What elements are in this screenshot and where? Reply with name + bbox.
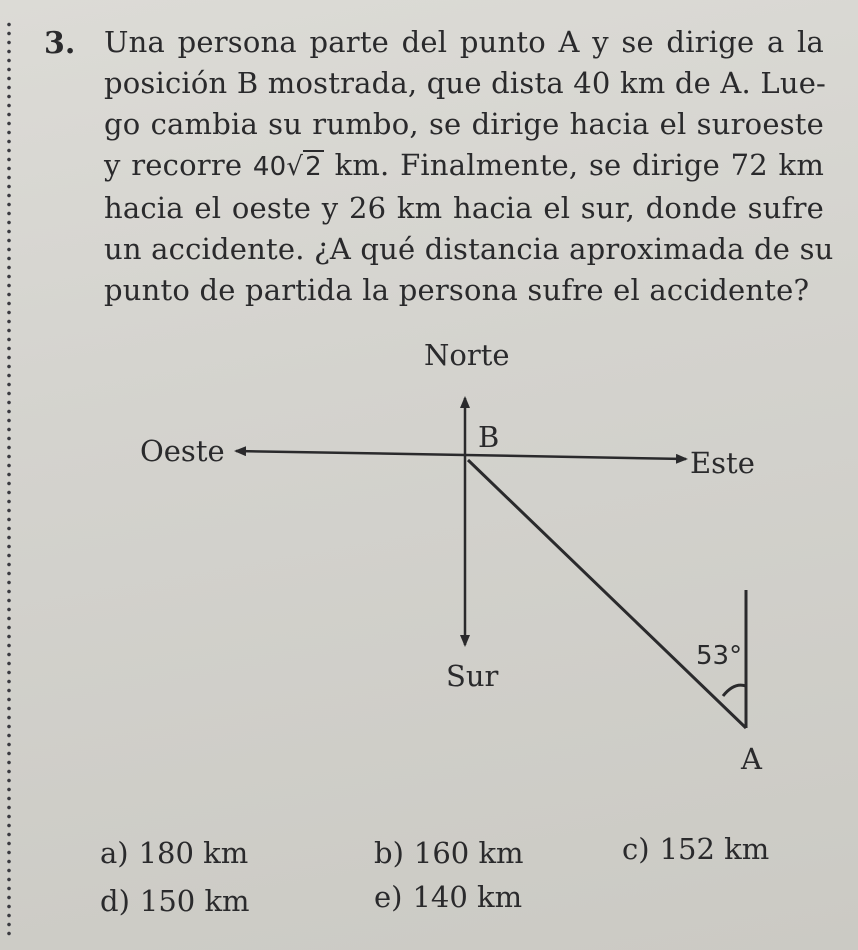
option-b[interactable]	[374, 836, 524, 870]
option-a[interactable]	[100, 836, 248, 870]
east-label: Este	[690, 446, 755, 480]
west-arrow	[236, 451, 465, 455]
question-line-5: hacia el oeste y 26 km hacia el sur, donde sufre	[104, 191, 824, 225]
option-d-letter: d)	[100, 884, 130, 918]
angle-label: 53°	[696, 641, 743, 671]
path-b-to-a	[468, 460, 746, 728]
question-number: 3.	[44, 26, 76, 61]
option-d-value: 150 km	[139, 884, 250, 918]
south-label: Sur	[446, 659, 499, 693]
question-line-1: Una persona parte del punto A y se dirige a la	[104, 25, 824, 59]
east-arrow	[465, 455, 686, 459]
point-a-label: A	[741, 742, 762, 776]
option-a-letter: a)	[100, 836, 129, 870]
option-c-value: 152 km	[659, 832, 770, 866]
option-e-letter: e)	[374, 880, 403, 914]
line-4-suffix: km. Finalmente, se dirige 72 km	[334, 148, 825, 182]
option-d[interactable]	[100, 884, 250, 918]
north-label: Norte	[424, 338, 510, 372]
option-c-letter: c)	[622, 832, 650, 866]
option-e-value: 140 km	[412, 880, 523, 914]
option-a-value: 180 km	[138, 836, 249, 870]
point-b-label: B	[478, 420, 500, 454]
sqrt-expression: 40√2	[252, 152, 322, 182]
question-line-3: go cambia su rumbo, se dirige hacia el suroeste	[104, 107, 824, 141]
question-line-7: punto de partida la persona sufre el accidente?	[104, 273, 810, 307]
question-line-6: un accidente. ¿A qué distancia aproximada de su	[104, 232, 834, 266]
sqrt-coefficient: 40	[252, 152, 287, 182]
angle-arc	[723, 685, 746, 696]
option-b-letter: b)	[374, 836, 404, 870]
question-line-2: posición B mostrada, que dista 40 km de A. Lue-	[104, 66, 827, 100]
option-b-value: 160 km	[413, 836, 524, 870]
west-label: Oeste	[140, 434, 225, 468]
sqrt-radicand: 2	[305, 152, 322, 182]
option-e[interactable]	[374, 880, 522, 914]
line-4-prefix: y recorre	[104, 148, 243, 182]
option-c[interactable]	[622, 832, 769, 866]
